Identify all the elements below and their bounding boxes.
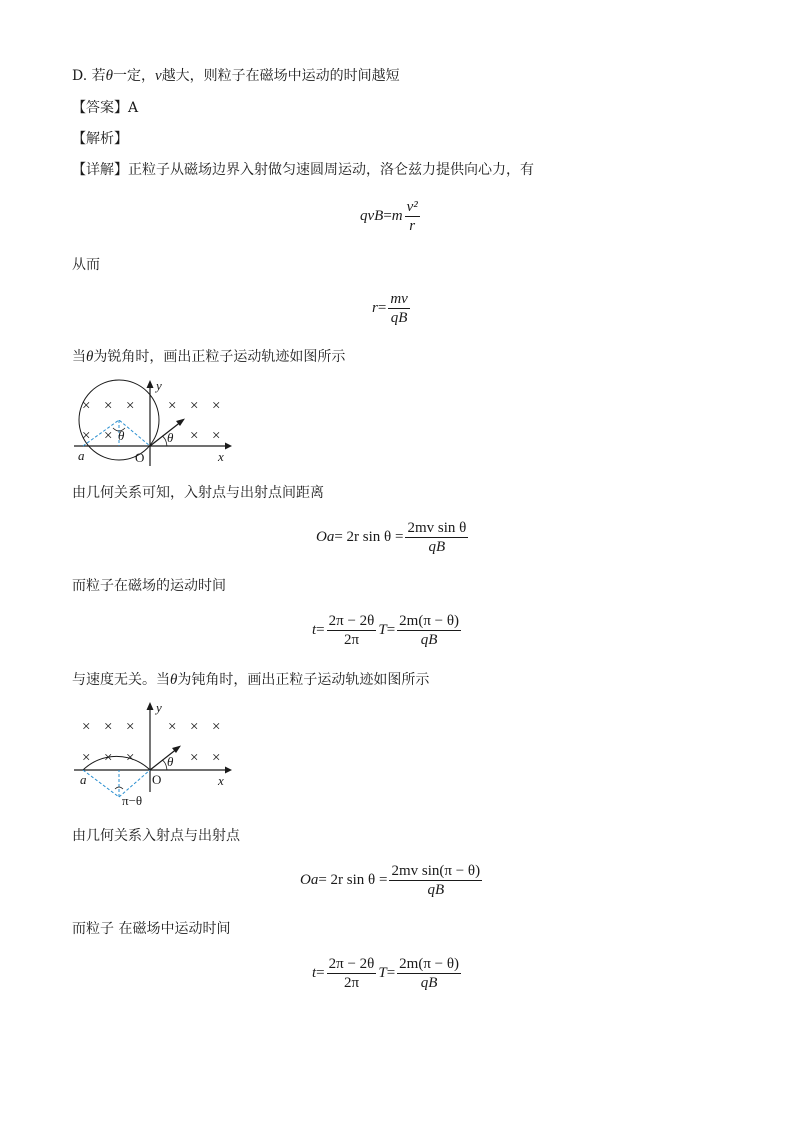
eq4-lhs: t <box>312 622 317 638</box>
field-cross-mark: × <box>82 398 91 414</box>
origin-label: O <box>152 772 162 787</box>
eq1-lhs: qvB <box>360 208 384 224</box>
field-cross-mark: × <box>168 719 177 735</box>
eq5-lhs: Oa <box>300 872 319 888</box>
detail-text: 正粒子从磁场边界入射做匀速圆周运动，洛仑兹力提供向心力，有 <box>128 162 534 178</box>
equation-distance-obtuse <box>300 862 484 899</box>
field-cross-mark: × <box>190 428 199 444</box>
trajectory-arc <box>83 756 150 770</box>
eq4-denominator-2: qB <box>397 630 461 649</box>
x-axis-label: x <box>218 449 224 464</box>
eq3-fraction <box>405 519 468 556</box>
eq4-period: T <box>378 622 387 638</box>
eq2-equals: = <box>377 300 387 316</box>
figure-acute-trajectory <box>70 378 240 470</box>
eq1-m: m <box>391 208 403 224</box>
eq3-lhs: Oa <box>316 529 335 545</box>
eq2-numerator: mv <box>390 291 408 307</box>
text-geom2: 由几何关系入射点与出射点 <box>72 828 240 844</box>
eq5-fraction <box>389 862 482 899</box>
pi-minus-theta-label: π−θ <box>122 793 143 808</box>
text-congerr: 从而 <box>72 257 100 273</box>
field-cross-mark: × <box>104 719 113 735</box>
equation-lorentz <box>360 198 422 235</box>
y-axis-label: y <box>156 700 162 715</box>
y-axis-label: y <box>156 378 162 393</box>
eq4-fraction-2 <box>397 612 461 649</box>
text-time2: 而粒子 在磁场中运动时间 <box>72 921 231 937</box>
angle-arc-center <box>115 787 123 789</box>
eq3-mid: = 2r sin θ = <box>334 529 404 545</box>
y-axis-arrow-icon <box>147 380 154 388</box>
origin-label: O <box>135 450 145 465</box>
option-d <box>72 67 400 85</box>
equation-radius <box>372 290 412 327</box>
equation-time-obtuse <box>312 955 463 992</box>
text-geom1: 由几何关系可知，入射点与出射点间距离 <box>72 485 324 501</box>
text-acute-prefix: 当 <box>72 349 86 365</box>
equation-distance-acute <box>316 519 470 556</box>
eq4-fraction-1 <box>327 612 377 649</box>
eq2-denominator: qB <box>388 308 410 327</box>
eq6-denominator-2: qB <box>397 973 461 992</box>
eq1-numerator: v² <box>406 199 418 215</box>
theta-symbol: θ <box>105 68 114 84</box>
eq1-denominator: r <box>405 216 420 235</box>
eq2-fraction <box>388 290 410 327</box>
field-cross-mark: × <box>104 398 113 414</box>
figure-obtuse-trajectory <box>70 700 240 810</box>
analysis-label: 【解析】 <box>72 131 128 147</box>
field-cross-mark: × <box>126 750 135 766</box>
v-symbol: v <box>155 68 162 84</box>
detail-line <box>72 161 534 179</box>
text-obtuse-suffix: 为钝角时，画出正粒子运动轨迹如图所示 <box>177 672 430 688</box>
option-d-mid: 一定， <box>113 68 156 84</box>
y-axis-arrow-icon <box>147 702 154 710</box>
theta-label-velocity: θ <box>167 754 174 769</box>
x-axis-arrow-icon <box>225 767 232 774</box>
eq6-equals-2: = <box>386 965 396 981</box>
field-cross-mark: × <box>190 398 199 414</box>
field-cross-mark: × <box>104 428 113 444</box>
field-cross-mark: × <box>126 398 135 414</box>
eq3-denominator: qB <box>405 537 468 556</box>
answer-value: A <box>128 100 139 116</box>
field-cross-mark: × <box>168 398 177 414</box>
field-cross-mark: × <box>190 750 199 766</box>
eq6-denominator-1: 2π <box>327 973 377 992</box>
eq5-numerator: 2mv sin(π − θ) <box>391 863 481 879</box>
eq4-numerator-2: 2m(π − θ) <box>399 613 460 629</box>
velocity-vector <box>150 748 178 770</box>
eq6-fraction-1 <box>327 955 377 992</box>
eq5-mid: = 2r sin θ = <box>318 872 388 888</box>
answer-line <box>72 99 138 117</box>
eq1-equals: = <box>383 208 392 224</box>
eq3-numerator: 2mv sin θ <box>407 520 467 536</box>
field-cross-mark: × <box>82 750 91 766</box>
eq6-period: T <box>378 965 387 981</box>
eq4-equals-2: = <box>386 622 396 638</box>
eq5-denominator: qB <box>389 880 482 899</box>
equation-time-acute <box>312 612 463 649</box>
point-a-label: a <box>80 772 87 787</box>
field-cross-mark: × <box>212 750 221 766</box>
text-time1: 而粒子在磁场的运动时间 <box>72 578 226 594</box>
field-cross-mark: × <box>190 719 199 735</box>
eq6-fraction-2 <box>397 955 461 992</box>
eq4-equals-1: = <box>316 622 325 638</box>
detail-label: 【详解】 <box>72 162 128 178</box>
eq6-equals-1: = <box>316 965 325 981</box>
eq6-lhs: t <box>312 965 317 981</box>
radius-lines <box>83 420 150 446</box>
option-d-prefix: D. 若 <box>72 68 106 84</box>
x-axis-arrow-icon <box>225 443 232 450</box>
eq6-numerator-1: 2π − 2θ <box>328 956 375 972</box>
eq1-fraction <box>405 198 420 235</box>
option-d-suffix: 越大，则粒子在磁场中运动的时间越短 <box>161 68 400 84</box>
theta-label-velocity: θ <box>167 430 174 445</box>
eq4-denominator-1: 2π <box>327 630 377 649</box>
field-cross-mark: × <box>212 398 221 414</box>
eq4-numerator-1: 2π − 2θ <box>328 613 375 629</box>
text-obtuse <box>72 671 429 689</box>
field-cross-mark: × <box>104 750 113 766</box>
field-cross-mark: × <box>82 719 91 735</box>
theta-symbol: θ <box>170 672 178 688</box>
text-acute-suffix: 为锐角时，画出正粒子运动轨迹如图所示 <box>93 349 346 365</box>
x-axis-label: x <box>218 773 224 788</box>
field-cross-mark: × <box>82 428 91 444</box>
field-cross-mark: × <box>126 719 135 735</box>
text-acute <box>72 348 345 366</box>
field-cross-mark: × <box>212 719 221 735</box>
eq2-lhs: r <box>372 300 378 316</box>
point-a-label: a <box>78 448 85 463</box>
answer-label: 【答案】 <box>72 100 128 116</box>
eq6-numerator-2: 2m(π − θ) <box>399 956 460 972</box>
text-obtuse-prefix: 与速度无关。当 <box>72 672 170 688</box>
field-cross-mark: × <box>212 428 221 444</box>
theta-symbol: θ <box>86 349 94 365</box>
theta-label-center: θ <box>118 428 125 443</box>
